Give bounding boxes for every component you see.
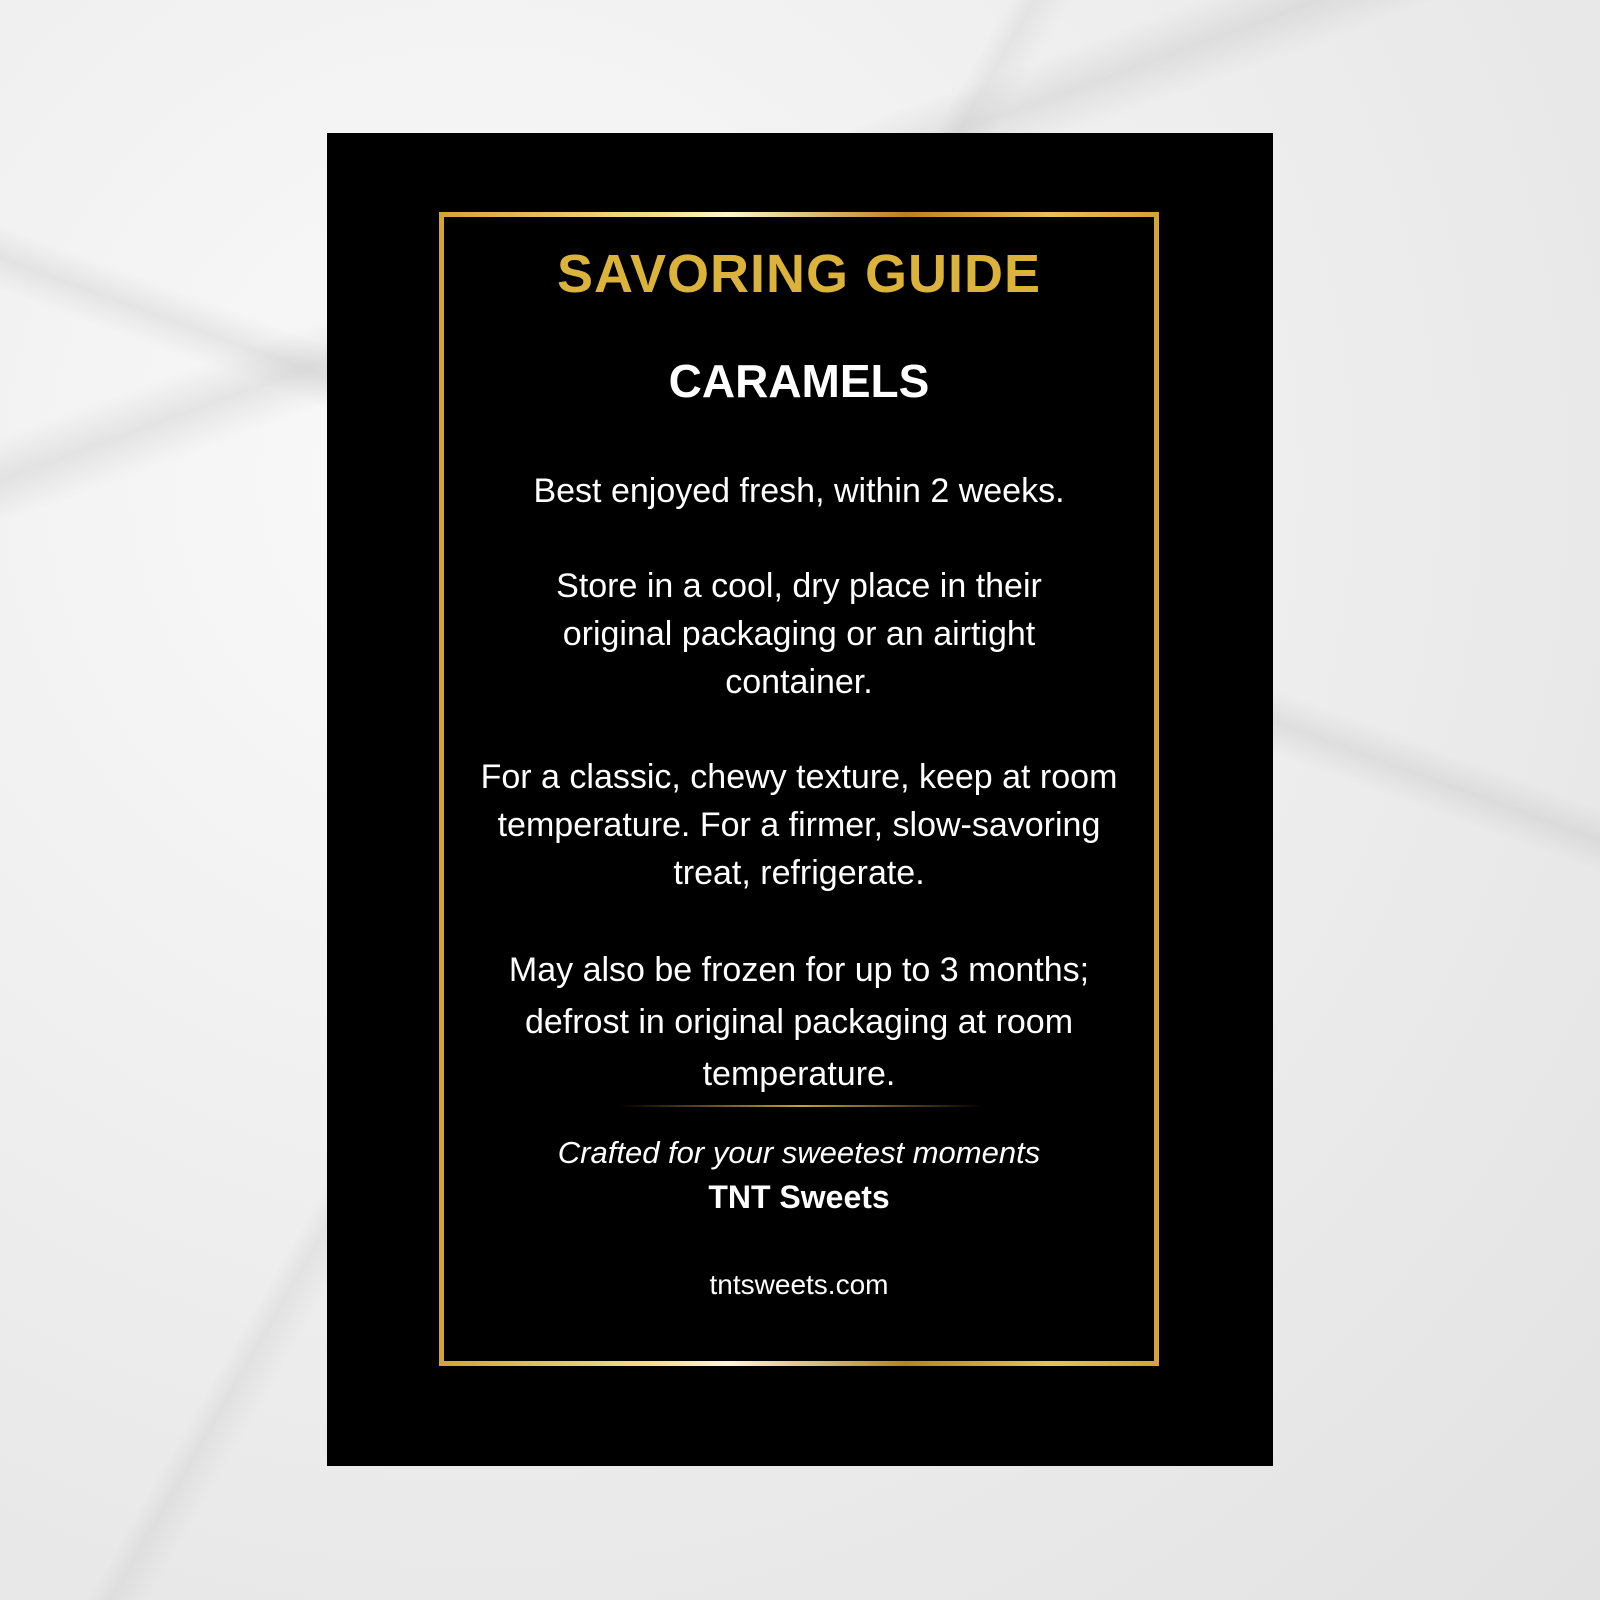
tagline: Crafted for your sweetest moments <box>557 1135 1041 1170</box>
storage-note: Store in a cool, dry place in their original packaging or an airtight container. <box>556 567 1042 701</box>
divider <box>619 1105 984 1107</box>
freezing-note: May also be frozen for up to 3 months; defrost in original packaging at room temperature. <box>508 951 1090 1093</box>
website-link[interactable]: tntsweets.com <box>709 1269 889 1300</box>
freshness-note: Best enjoyed fresh, within 2 weeks. <box>533 472 1065 510</box>
product-name: CARAMELS <box>668 355 930 407</box>
guide-title: SAVORING GUIDE <box>556 244 1042 304</box>
texture-note: For a classic, chewy texture, keep at room temperature. For a firmer, slow-savoring treat, refrigerate. <box>480 758 1118 892</box>
savoring-guide-card <box>327 133 1273 1466</box>
gold-frame <box>439 212 1159 1366</box>
brand-name: TNT Sweets <box>708 1179 890 1215</box>
